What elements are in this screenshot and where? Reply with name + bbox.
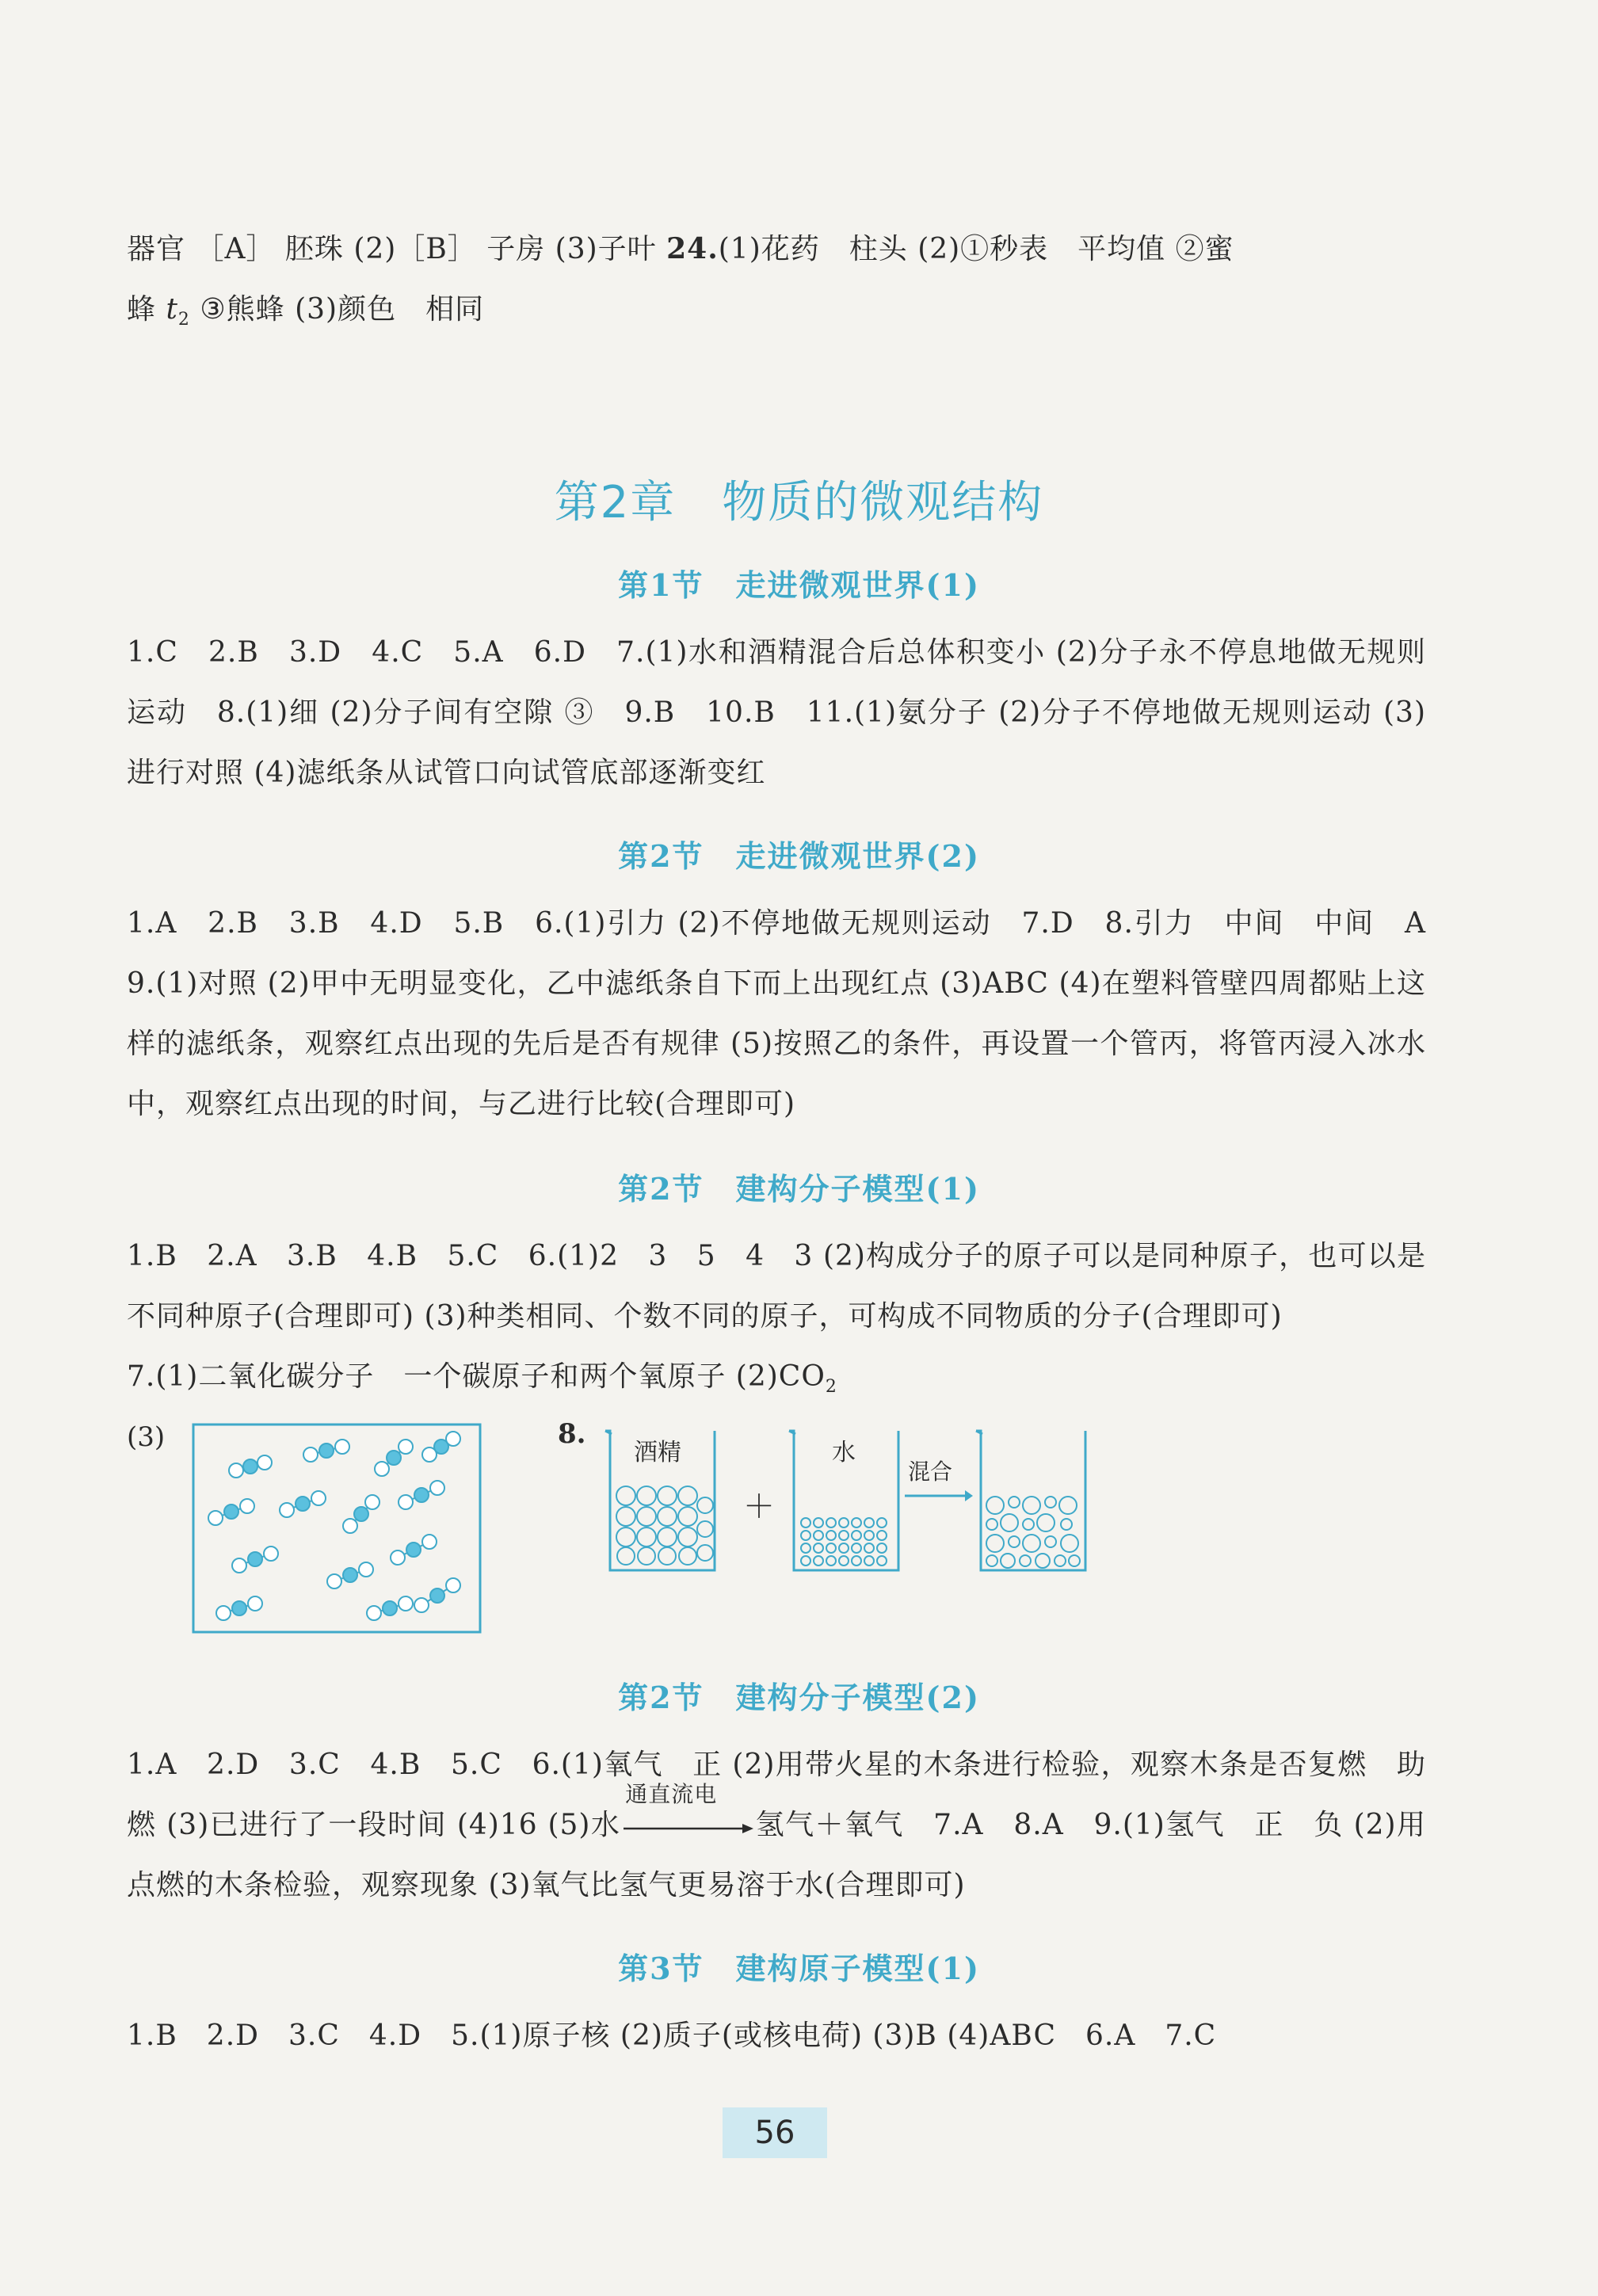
section-4-text-b: 氢气＋氧气 7.A 8.A 9.(1)氢气 正 负 (2)用点燃的木条检验，观察现象 (3)氧气比氢气更易溶于水(合理即可) (127, 1809, 1426, 1901)
section-3-answers (127, 1226, 1426, 1417)
section-3-q7-text: 7.(1)二氧化碳分子 一个碳原子和两个氧原子 (2)CO (127, 1360, 826, 1393)
top-line2-post: ③熊蜂 (3)颜色 相同 (189, 293, 485, 326)
top-answer-line-2 (127, 280, 1426, 350)
water-label: 水 (832, 1439, 856, 1466)
molecule (216, 1596, 262, 1620)
top-line1-rest: (1)花药 柱头 (2)①秒表 平均值 ②蜜 (718, 233, 1234, 265)
alcohol-label: 酒精 (634, 1439, 681, 1466)
t2-subscript: 2 (177, 310, 190, 330)
reaction-arrow-icon (620, 1822, 755, 1835)
question-24-number: 24. (666, 232, 719, 265)
mixed-beaker (973, 1426, 1092, 1577)
section-3-text: 1.B 2.A 3.B 4.B 5.C 6.(1)2 3 5 4 3 (2)构成分子的原子可以是同种原子，也可以是不同种原子(合理即可) (3)种类相同、个数不同的原子，可构成不同物质的分子(合理即可) (127, 1240, 1426, 1333)
chapter-title: 第2章 物质的微观结构 (554, 477, 1044, 528)
t2-symbol: t (166, 293, 178, 326)
figure-8-label: 8. (558, 1418, 586, 1450)
section-4-title: 第2节 建构分子模型(2) (618, 1680, 980, 1715)
section-3-q7 (127, 1347, 1426, 1417)
section-5-answers: 1.B 2.D 3.C 4.D 5.(1)原子核 (2)质子(或核电荷) (3)B (4)ABC 6.A 7.C (127, 2019, 1217, 2052)
molecule (208, 1499, 254, 1525)
top-answers (127, 219, 1426, 350)
molecule (422, 1432, 460, 1462)
section-2-title: 第2节 走进微观世界(2) (618, 838, 980, 874)
mix-label: 混合 (908, 1459, 953, 1485)
plus-sign: ＋ (743, 1489, 775, 1525)
top-answer-line-1 (127, 219, 1426, 280)
molecule (391, 1535, 437, 1565)
section-3-title: 第2节 建构分子模型(1) (618, 1171, 980, 1207)
mix-arrow (903, 1488, 974, 1504)
molecule (280, 1491, 326, 1517)
section-4-answers (127, 1735, 1426, 1916)
molecule-box-figure (192, 1423, 482, 1634)
electrolysis-arrow (620, 1781, 755, 1843)
top-line2-pre: 蜂 (127, 293, 166, 326)
molecule (414, 1578, 460, 1612)
molecule (399, 1481, 444, 1509)
section-1-answers: 1.C 2.B 3.D 4.C 5.A 6.D 7.(1)水和酒精混合后总体积变小 (2)分子永不停息地做无规则运动 8.(1)细 (2)分子间有空隙 ③ 9.B 10.B 11.(1)氨分子 (2)分子不停地做无规则运动 (3)进行对照 (4)滤纸条从试管口向试管底部逐渐变红 (127, 636, 1426, 789)
molecule (375, 1440, 413, 1476)
co2-subscript: 2 (825, 1377, 837, 1397)
section-4-text-a: 1.A 2.D 3.C 4.B 5.C 6.(1)氧气 正 (2)用带火星的木条进行检验，观察木条是否复燃 助燃 (3)已进行了一段时间 (4)16 (5)水 (127, 1749, 1426, 1841)
molecule (303, 1440, 349, 1462)
arrow-condition: 通直流电 (625, 1781, 718, 1807)
molecule (367, 1596, 413, 1620)
figure-3-label: (3) (127, 1421, 166, 1453)
molecule (232, 1547, 278, 1573)
top-line1-text: 器官 ［A］ 胚珠 (2)［B］ 子房 (3)子叶 (127, 233, 667, 265)
section-5-title: 第3节 建构原子模型(1) (618, 1951, 980, 1986)
molecule (327, 1562, 373, 1589)
molecule (229, 1455, 272, 1478)
section-1-title: 第1节 走进微观世界(1) (618, 567, 980, 603)
section-2-answers: 1.A 2.B 3.B 4.D 5.B 6.(1)引力 (2)不停地做无规则运动 7.D 8.引力 中间 中间 A 9.(1)对照 (2)甲中无明显变化，乙中滤纸条自下而上出现红点 (3)ABC (4)在塑料管壁四周都贴上这样的滤纸条，观察红点出现的先后是否有规律 (5)按照乙的条件，再设置一个管丙，将管丙浸入冰水中，观察红点出现的时间，与乙进行比较(合理即可) (127, 907, 1456, 1120)
page-number: 56 (723, 2107, 827, 2158)
molecule (343, 1495, 379, 1533)
